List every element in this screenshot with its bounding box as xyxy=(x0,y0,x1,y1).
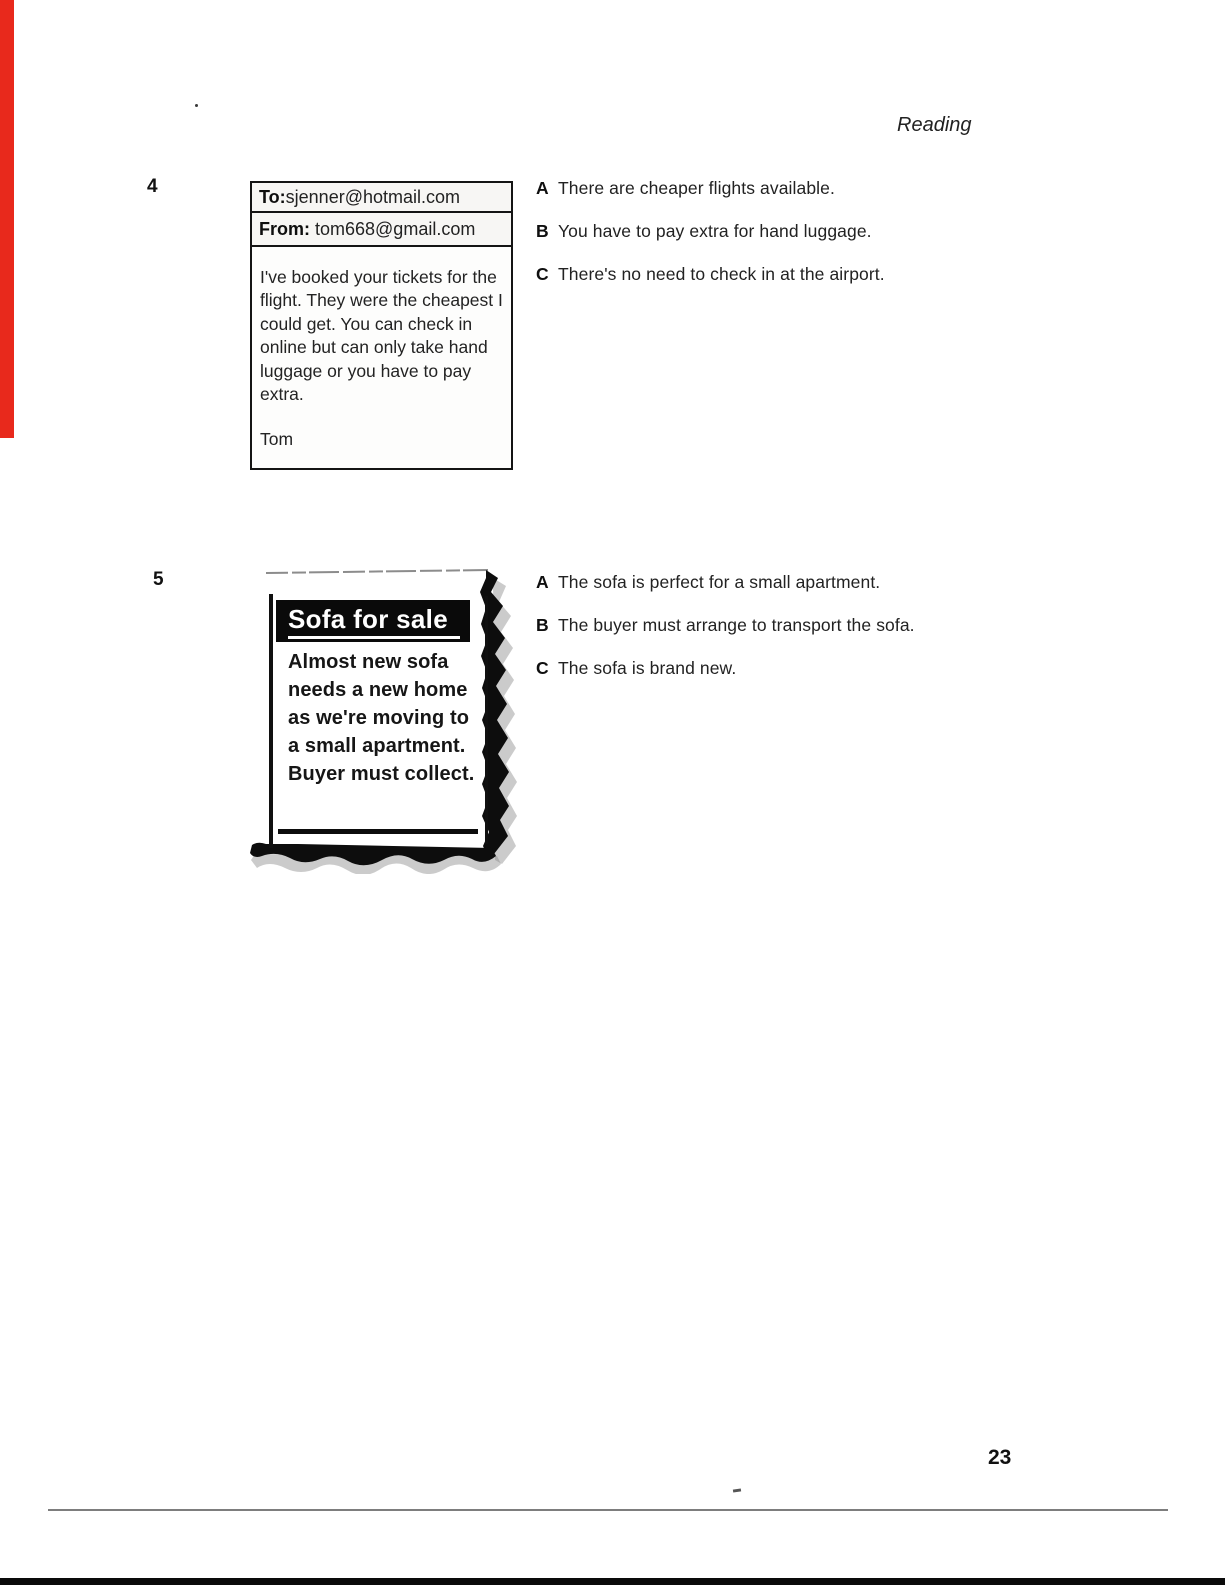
option-text: There are cheaper flights available. xyxy=(558,178,835,198)
email-from-label: From: xyxy=(259,219,310,239)
option-row-4c xyxy=(536,264,996,284)
binding-red-stripe xyxy=(0,0,14,438)
email-from-address: tom668@gmail.com xyxy=(315,219,476,239)
scan-dash-artifact xyxy=(733,1488,741,1492)
option-row-5a xyxy=(536,572,996,592)
newspaper-clipping xyxy=(248,556,518,874)
bottom-black-bar xyxy=(0,1578,1225,1585)
footer-rule xyxy=(48,1509,1168,1511)
option-text: The sofa is perfect for a small apartment. xyxy=(558,572,881,592)
option-row-4a xyxy=(536,178,996,198)
ad-left-rule xyxy=(269,594,273,848)
question-4-number: 4 xyxy=(147,176,158,197)
option-text: You have to pay extra for hand luggage. xyxy=(558,221,872,241)
ad-right-rule xyxy=(485,596,488,844)
option-letter: A xyxy=(536,572,549,592)
option-row-5b xyxy=(536,615,996,635)
email-signature: Tom xyxy=(260,429,294,450)
email-stimulus-card xyxy=(250,181,513,470)
section-header: Reading xyxy=(897,114,972,136)
option-text: There's no need to check in at the airport. xyxy=(558,264,885,284)
option-letter: B xyxy=(536,221,549,241)
option-letter: C xyxy=(536,264,549,284)
ad-body-text: Almost new sofa needs a new home as we're moving to a small apartment. Buyer must collect. xyxy=(288,651,475,785)
question-5-options xyxy=(536,572,996,701)
question-4-options xyxy=(536,178,996,307)
scan-dot-artifact xyxy=(195,104,198,107)
email-to-label: To: xyxy=(259,187,286,207)
ad-bottom-rule xyxy=(278,829,478,834)
option-row-4b xyxy=(536,221,996,241)
ad-headline-text: Sofa for sale xyxy=(288,603,460,639)
ad-headline-banner xyxy=(276,600,470,642)
option-letter: C xyxy=(536,658,549,678)
email-from-row xyxy=(252,213,511,247)
option-text: The sofa is brand new. xyxy=(558,658,737,678)
question-5-number: 5 xyxy=(153,569,164,590)
page-number: 23 xyxy=(988,1446,1012,1469)
option-letter: B xyxy=(536,615,549,635)
email-to-address: sjenner@hotmail.com xyxy=(285,187,460,207)
option-letter: A xyxy=(536,178,549,198)
option-text: The buyer must arrange to transport the sofa. xyxy=(558,615,915,635)
email-to-row xyxy=(252,183,511,213)
option-row-5c xyxy=(536,658,996,678)
email-body-text: I've booked your tickets for the flight. They were the cheapest I could get. You can check in online but can only take hand luggage or you have to pay extra. xyxy=(260,267,503,405)
